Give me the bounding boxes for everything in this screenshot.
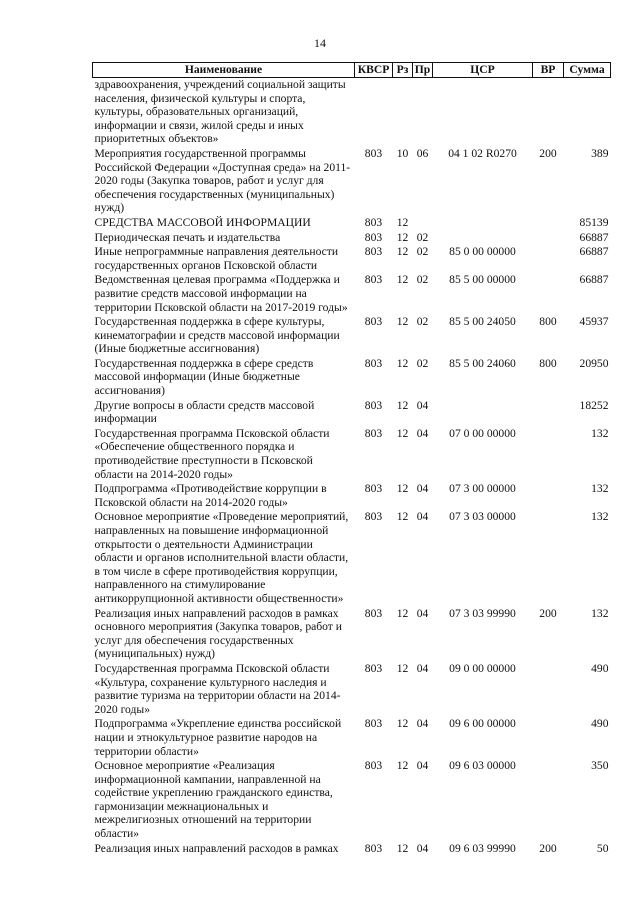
table-row xyxy=(93,427,611,482)
name-cell: Государственная поддержка в сфере средств массовой информации (Иные бюджетные ассигнования) xyxy=(94,356,314,398)
rz-cell: 12 xyxy=(396,356,409,370)
table-row xyxy=(93,717,611,759)
name-cell: Иные непрограммные направления деятельности государственных органов Псковской области xyxy=(94,245,339,272)
kvsr-cell: 803 xyxy=(364,398,383,412)
csr-cell: 04 1 02 R0270 xyxy=(448,146,517,160)
page-number: 14 xyxy=(314,36,326,50)
rz-cell: 12 xyxy=(396,606,409,620)
table-row xyxy=(93,273,611,315)
kvsr-cell: 803 xyxy=(364,717,383,731)
vr-cell xyxy=(533,245,564,273)
rz-cell: 10 xyxy=(396,146,409,160)
header-rz: Рз xyxy=(393,63,413,78)
kvsr-cell: 803 xyxy=(364,510,383,524)
name-cell: Государственная программа Псковской области «Обеспечение общественного порядка и противодействие преступности в Псковской области на 2014-2020 годы» xyxy=(94,426,330,481)
rz-cell: 12 xyxy=(396,661,409,675)
table-row xyxy=(93,245,611,273)
csr-cell: 09 6 03 99990 xyxy=(449,841,516,855)
header-vr: ВР xyxy=(533,63,564,78)
table-row xyxy=(93,607,611,662)
pr-cell: 04 xyxy=(416,606,429,620)
csr-cell: 07 0 00 00000 xyxy=(449,426,516,440)
table-row xyxy=(93,78,611,147)
name-cell: Государственная поддержка в сфере культуры, кинематографии и средств массовой информации (Иные бюджетные ассигнования) xyxy=(94,315,340,356)
csr-cell: 85 5 00 24060 xyxy=(449,356,516,370)
sum-cell: 490 xyxy=(591,661,609,675)
name-cell: Реализация иных направлений расходов в рамках основного мероприятия (Закупка товаров, работ и услуг для обеспечения государственных (муниципальных) нужд) xyxy=(94,606,342,661)
csr-cell xyxy=(433,399,533,427)
vr-cell xyxy=(533,231,564,246)
sum-cell: 132 xyxy=(591,482,609,496)
kvsr-cell xyxy=(355,78,393,147)
rz-cell: 12 xyxy=(396,759,409,773)
pr-cell: 04 xyxy=(416,510,429,524)
budget-table xyxy=(92,62,611,856)
header-sum: Сумма xyxy=(564,63,611,78)
pr-cell: 02 xyxy=(416,245,429,259)
name-cell: Периодическая печать и издательства xyxy=(94,230,281,244)
table-row xyxy=(93,842,611,857)
table-header-row xyxy=(93,63,611,78)
kvsr-cell: 803 xyxy=(364,245,383,259)
table-row xyxy=(93,357,611,399)
vr-cell xyxy=(533,78,564,147)
sum-cell: 132 xyxy=(591,510,609,524)
sum-cell: 50 xyxy=(596,841,609,855)
vr-cell xyxy=(533,427,564,482)
table-row xyxy=(93,399,611,427)
sum-cell: 350 xyxy=(591,759,609,773)
rz-cell: 12 xyxy=(396,426,409,440)
rz-cell: 12 xyxy=(396,717,409,731)
csr-cell: 09 6 00 00000 xyxy=(449,717,516,731)
csr-cell: 85 5 00 00000 xyxy=(449,273,516,287)
sum-cell: 132 xyxy=(591,426,609,440)
vr-cell: 800 xyxy=(539,315,557,329)
pr-cell xyxy=(413,78,433,147)
csr-cell: 07 3 00 00000 xyxy=(449,482,516,496)
kvsr-cell: 803 xyxy=(364,273,383,287)
header-kvsr: КВСР xyxy=(355,63,393,78)
pr-cell: 06 xyxy=(416,146,429,160)
pr-cell: 02 xyxy=(416,315,429,329)
csr-cell xyxy=(433,78,533,147)
pr-cell: 04 xyxy=(416,717,429,731)
kvsr-cell: 803 xyxy=(364,482,383,496)
table-row xyxy=(93,759,611,842)
pr-cell: 04 xyxy=(416,661,429,675)
sum-cell: 66887 xyxy=(579,230,609,244)
rz-cell: 12 xyxy=(396,245,409,259)
sum-cell: 389 xyxy=(591,146,609,160)
vr-cell xyxy=(533,759,564,842)
kvsr-cell: 803 xyxy=(364,146,383,160)
rz-cell: 12 xyxy=(396,510,409,524)
pr-cell: 04 xyxy=(416,759,429,773)
name-cell: здравоохранения, учреждений социальной защиты населения, физической культуры и спорта, культуры, образовательных организаций, информации и связи, жилой среды и иных приоритетных объектов» xyxy=(94,78,346,146)
csr-cell: 09 6 03 00000 xyxy=(449,759,516,773)
pr-cell xyxy=(413,216,433,231)
pr-cell: 04 xyxy=(416,426,429,440)
rz-cell: 12 xyxy=(396,315,409,329)
vr-cell xyxy=(533,662,564,717)
pr-cell: 02 xyxy=(416,230,429,244)
sum-cell: 132 xyxy=(591,606,609,620)
table-row xyxy=(93,315,611,357)
csr-cell: 07 3 03 99990 xyxy=(449,606,516,620)
vr-cell: 200 xyxy=(539,146,557,160)
rz-cell: 12 xyxy=(396,398,409,412)
table-row xyxy=(93,216,611,231)
name-cell: Ведомственная целевая программа «Поддержка и развитие средств массовой информации на территории Псковской области на 2017-2019 годы» xyxy=(94,273,348,314)
vr-cell xyxy=(533,717,564,759)
pr-cell: 04 xyxy=(416,841,429,855)
vr-cell xyxy=(533,510,564,606)
name-cell: Основное мероприятие «Проведение мероприятий, направленных на повышение информационной открытости о деятельности Администрации области и органов исполнительной власти области, в том числе в сфере противодействия коррупции, направленного на стимулирование антикоррупционной активности общественности» xyxy=(94,510,349,605)
name-cell: Мероприятия государственной программы Российской Федерации «Доступная среда» на 2011-2020 годы (Закупка товаров, работ и услуг для обеспечения государственных (муниципальных) нужд) xyxy=(94,146,351,215)
rz-cell: 12 xyxy=(396,482,409,496)
csr-cell xyxy=(433,216,533,231)
kvsr-cell: 803 xyxy=(364,841,383,855)
header-pr: Пр xyxy=(413,63,433,78)
kvsr-cell: 803 xyxy=(364,426,383,440)
name-cell: Подпрограмма «Противодействие коррупции в Псковской области на 2014-2020 годы» xyxy=(94,482,327,509)
name-cell: СРЕДСТВА МАССОВОЙ ИНФОРМАЦИИ xyxy=(94,215,311,229)
rz-cell: 12 xyxy=(396,230,409,244)
rz-cell: 12 xyxy=(396,215,409,229)
vr-cell: 200 xyxy=(539,841,557,855)
csr-cell: 85 0 00 00000 xyxy=(449,245,516,259)
sum-cell: 490 xyxy=(591,717,609,731)
name-cell: Основное мероприятие «Реализация информационной кампании, направленной на содействие укреплению гражданского единства, гармонизации межнациональных и межрелигиозных отношений на территории области» xyxy=(94,759,333,841)
csr-cell: 85 5 00 24050 xyxy=(449,315,516,329)
table-row xyxy=(93,231,611,246)
vr-cell xyxy=(533,482,564,510)
kvsr-cell: 803 xyxy=(364,606,383,620)
vr-cell xyxy=(533,273,564,315)
name-cell: Другие вопросы в области средств массовой информации xyxy=(94,398,315,426)
pr-cell: 04 xyxy=(416,482,429,496)
pr-cell: 04 xyxy=(416,398,429,412)
kvsr-cell: 803 xyxy=(364,215,383,229)
rz-cell: 12 xyxy=(396,273,409,287)
kvsr-cell: 803 xyxy=(364,661,383,675)
name-cell: Государственная программа Псковской области «Культура, сохранение культурного наследия и развитие туризма на территории области на 2014-2020 годы» xyxy=(94,661,341,716)
vr-cell xyxy=(533,399,564,427)
name-cell: Реализация иных направлений расходов в рамках xyxy=(94,841,339,855)
sum-cell: 66887 xyxy=(579,245,609,259)
vr-cell: 200 xyxy=(539,606,557,620)
sum-cell: 45937 xyxy=(579,315,609,329)
table-row xyxy=(93,482,611,510)
sum-cell: 18252 xyxy=(579,398,609,412)
kvsr-cell: 803 xyxy=(364,759,383,773)
table-row xyxy=(93,510,611,606)
rz-cell: 12 xyxy=(396,841,409,855)
sum-cell: 85139 xyxy=(579,215,609,229)
kvsr-cell: 803 xyxy=(364,356,383,370)
vr-cell xyxy=(533,216,564,231)
kvsr-cell: 803 xyxy=(364,230,383,244)
pr-cell: 02 xyxy=(416,356,429,370)
pr-cell: 02 xyxy=(416,273,429,287)
table-row xyxy=(93,147,611,216)
csr-cell: 07 3 03 00000 xyxy=(449,510,516,524)
rz-cell xyxy=(393,78,413,147)
sum-cell: 20950 xyxy=(579,356,609,370)
csr-cell: 09 0 00 00000 xyxy=(449,661,516,675)
header-name: Наименование xyxy=(93,63,355,78)
kvsr-cell: 803 xyxy=(364,315,383,329)
header-csr: ЦСР xyxy=(433,63,533,78)
csr-cell xyxy=(433,231,533,246)
vr-cell: 800 xyxy=(539,356,557,370)
sum-cell xyxy=(564,78,611,147)
name-cell: Подпрограмма «Укрепление единства российской нации и этнокультурное развитие народов на территории области» xyxy=(94,717,342,758)
table-row xyxy=(93,662,611,717)
sum-cell: 66887 xyxy=(579,273,609,287)
